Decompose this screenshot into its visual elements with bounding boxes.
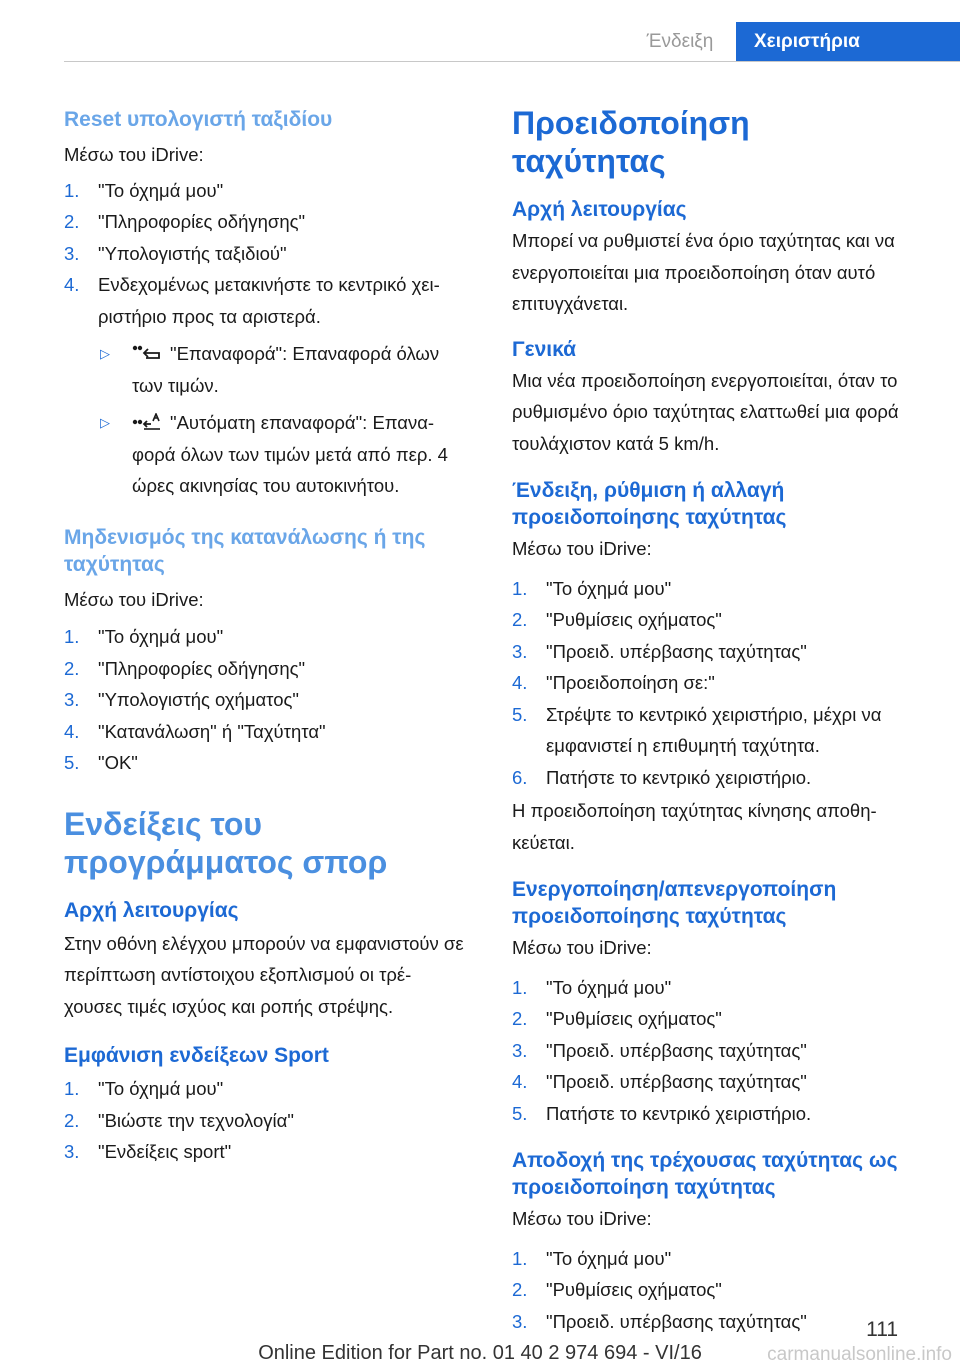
list-item: 1. "Το όχημά μου" xyxy=(512,976,672,998)
page-number: 111 xyxy=(866,1318,898,1341)
subsection-title-accept-current-speed: Αποδοχή της τρέχουσας ταχύτητας ως προειδοποίηση ταχύτητας xyxy=(512,1149,898,1199)
list-item: 1. "Το όχημά μου" xyxy=(64,626,224,647)
list-item: 1. "Το όχημά μου" xyxy=(512,1247,672,1269)
watermark: carmanualsonline.info xyxy=(767,1344,952,1365)
steps-list-reset xyxy=(64,175,474,333)
reset-options-list xyxy=(64,338,474,502)
header-tab-display: Ένδειξη xyxy=(646,31,714,52)
speed-warning-general-text: Μια νέα προειδοποίηση ενεργοποιείται, όταν το ρυθμισμένο όριο ταχύτητας ελαττωθεί μια φορά τουλάχιστον κατά 5 km/h. xyxy=(512,369,899,454)
list-item: 3. "Προειδ. υπέρβασης ταχύτητας" xyxy=(512,640,807,662)
section-title-speed-warning: Προειδοποίηση ταχύτητας xyxy=(512,105,750,179)
section-title-reset-consumption: Μηδενισμός της κατανάλωσης ή της ταχύτητας xyxy=(64,525,426,576)
via-idrive-text: Μέσω του iDrive: xyxy=(512,937,652,958)
list-item: 4. "Προειδ. υπέρβασης ταχύτητας" xyxy=(512,1071,807,1092)
steps-list-set-warning xyxy=(512,573,912,794)
list-item: 1. "Το όχημά μου" xyxy=(512,577,672,599)
list-item: 4. "Κατανάλωση" ή "Ταχύτητα" xyxy=(64,720,326,742)
left-column xyxy=(64,96,474,1168)
list-item: 2. "Πληροφορίες οδήγησης" xyxy=(64,211,306,232)
list-item: 5. Πατήστε το κεντρικό χειριστήριο. xyxy=(512,1102,812,1124)
section-title-sport-displays: Ενδείξεις του προγράμματος σπορ xyxy=(64,805,388,880)
auto-reset-icon xyxy=(132,413,162,431)
steps-list-toggle-warning xyxy=(512,972,912,1130)
list-item: 4. Ενδεχομένως μετακινήστε το κεντρικό χει- ριστήριο προς τα αριστερά. xyxy=(64,274,440,327)
sport-principle-text: Στην οθόνη ελέγχου μπορούν να εμφανιστούν σε περίπτωση αντίστοιχου εξοπλισμού οι τρέ- χουσες τιμές ισχύος και ροπής στρέψης. xyxy=(64,932,464,1017)
subsection-title-general: Γενικά xyxy=(512,337,577,361)
list-item: 2. "Πληροφορίες οδήγησης" xyxy=(64,657,306,679)
list-item: 2. "Ρυθμίσεις οχήματος" xyxy=(512,1279,722,1300)
list-item: 5. Στρέψτε το κεντρικό χειριστήριο, μέχρι να εμφανιστεί η επιθυμητή ταχύτητα. xyxy=(512,703,882,756)
list-item: 3. "Υπολογιστής οχήματος" xyxy=(64,689,299,710)
via-idrive-text: Μέσω του iDrive: xyxy=(64,588,204,610)
via-idrive-text: Μέσω του iDrive: xyxy=(64,144,204,165)
subsection-title-show-sport: Εμφάνιση ενδείξεων Sport xyxy=(64,1044,329,1067)
list-item: 4. "Προειδοποίηση σε:" xyxy=(512,672,715,693)
page-header xyxy=(0,22,960,62)
list-item: 3. "Προειδ. υπέρβασης ταχύτητας" xyxy=(512,1310,807,1332)
steps-list-accept-speed xyxy=(512,1243,912,1338)
triangle-bullet-icon: ▷ xyxy=(100,415,110,430)
list-item: ▷ "Επαναφορά": Επαναφορά όλων των τιμών. xyxy=(64,338,474,401)
steps-list-sport xyxy=(64,1073,474,1168)
list-item: 2. "Βιώστε την τεχνολογία" xyxy=(64,1109,294,1131)
edition-text: Online Edition for Part no. 01 40 2 974 694 - VI/16 xyxy=(258,1342,702,1364)
speed-warning-principle-text: Μπορεί να ρυθμιστεί ένα όριο ταχύτητας και να ενεργοποιείται μια προειδοποίηση όταν αυτό επιτυγχάνεται. xyxy=(512,230,895,314)
speed-warning-saved-text: Η προειδοποίηση ταχύτητας κίνησης αποθη- κεύεται. xyxy=(512,800,877,853)
list-item: 3. "Προειδ. υπέρβασης ταχύτητας" xyxy=(512,1039,807,1061)
via-idrive-text: Μέσω του iDrive: xyxy=(512,538,652,559)
list-item: ▷ "Αυτόματη επαναφορά": Επανα- φορά όλων των τιμών μετά από περ. 4 ώρες ακινησίας του αυτοκινήτου. xyxy=(64,407,474,502)
list-item: 1. "Το όχημά μου" xyxy=(64,179,224,201)
section-title-reset-trip-computer: Reset υπολογιστή ταξιδίου xyxy=(64,108,333,131)
subsection-title-set-speed-warning: Ένδειξη, ρύθμιση ή αλλαγή προειδοποίησης ταχύτητας xyxy=(512,479,787,529)
list-item: 1. "Το όχημά μου" xyxy=(64,1078,224,1099)
subsection-title-principle: Αρχή λειτουργίας xyxy=(64,898,239,922)
list-item: 2. "Ρυθμίσεις οχήματος" xyxy=(512,1008,722,1029)
list-item: 3. "Υπολογιστής ταξιδιού" xyxy=(64,242,287,264)
list-item: 2. "Ρυθμίσεις οχήματος" xyxy=(512,609,722,630)
steps-list-consumption xyxy=(64,621,474,779)
via-idrive-text: Μέσω του iDrive: xyxy=(512,1208,652,1229)
list-item: 3. "Ενδείξεις sport" xyxy=(64,1141,232,1162)
subsection-title-toggle-speed-warning: Ενεργοποίηση/απενεργοποίηση προειδοποίησης ταχύτητας xyxy=(512,878,837,928)
reset-icon xyxy=(132,344,162,362)
header-divider xyxy=(64,61,960,62)
list-item: 5. "OK" xyxy=(64,752,138,773)
list-item: 6. Πατήστε το κεντρικό χειριστήριο. xyxy=(512,766,812,788)
header-tab-controls: Χειριστήρια xyxy=(736,22,960,62)
subsection-title-principle: Αρχή λειτουργίας xyxy=(512,198,687,221)
triangle-bullet-icon: ▷ xyxy=(100,346,110,361)
right-column xyxy=(512,96,912,1337)
